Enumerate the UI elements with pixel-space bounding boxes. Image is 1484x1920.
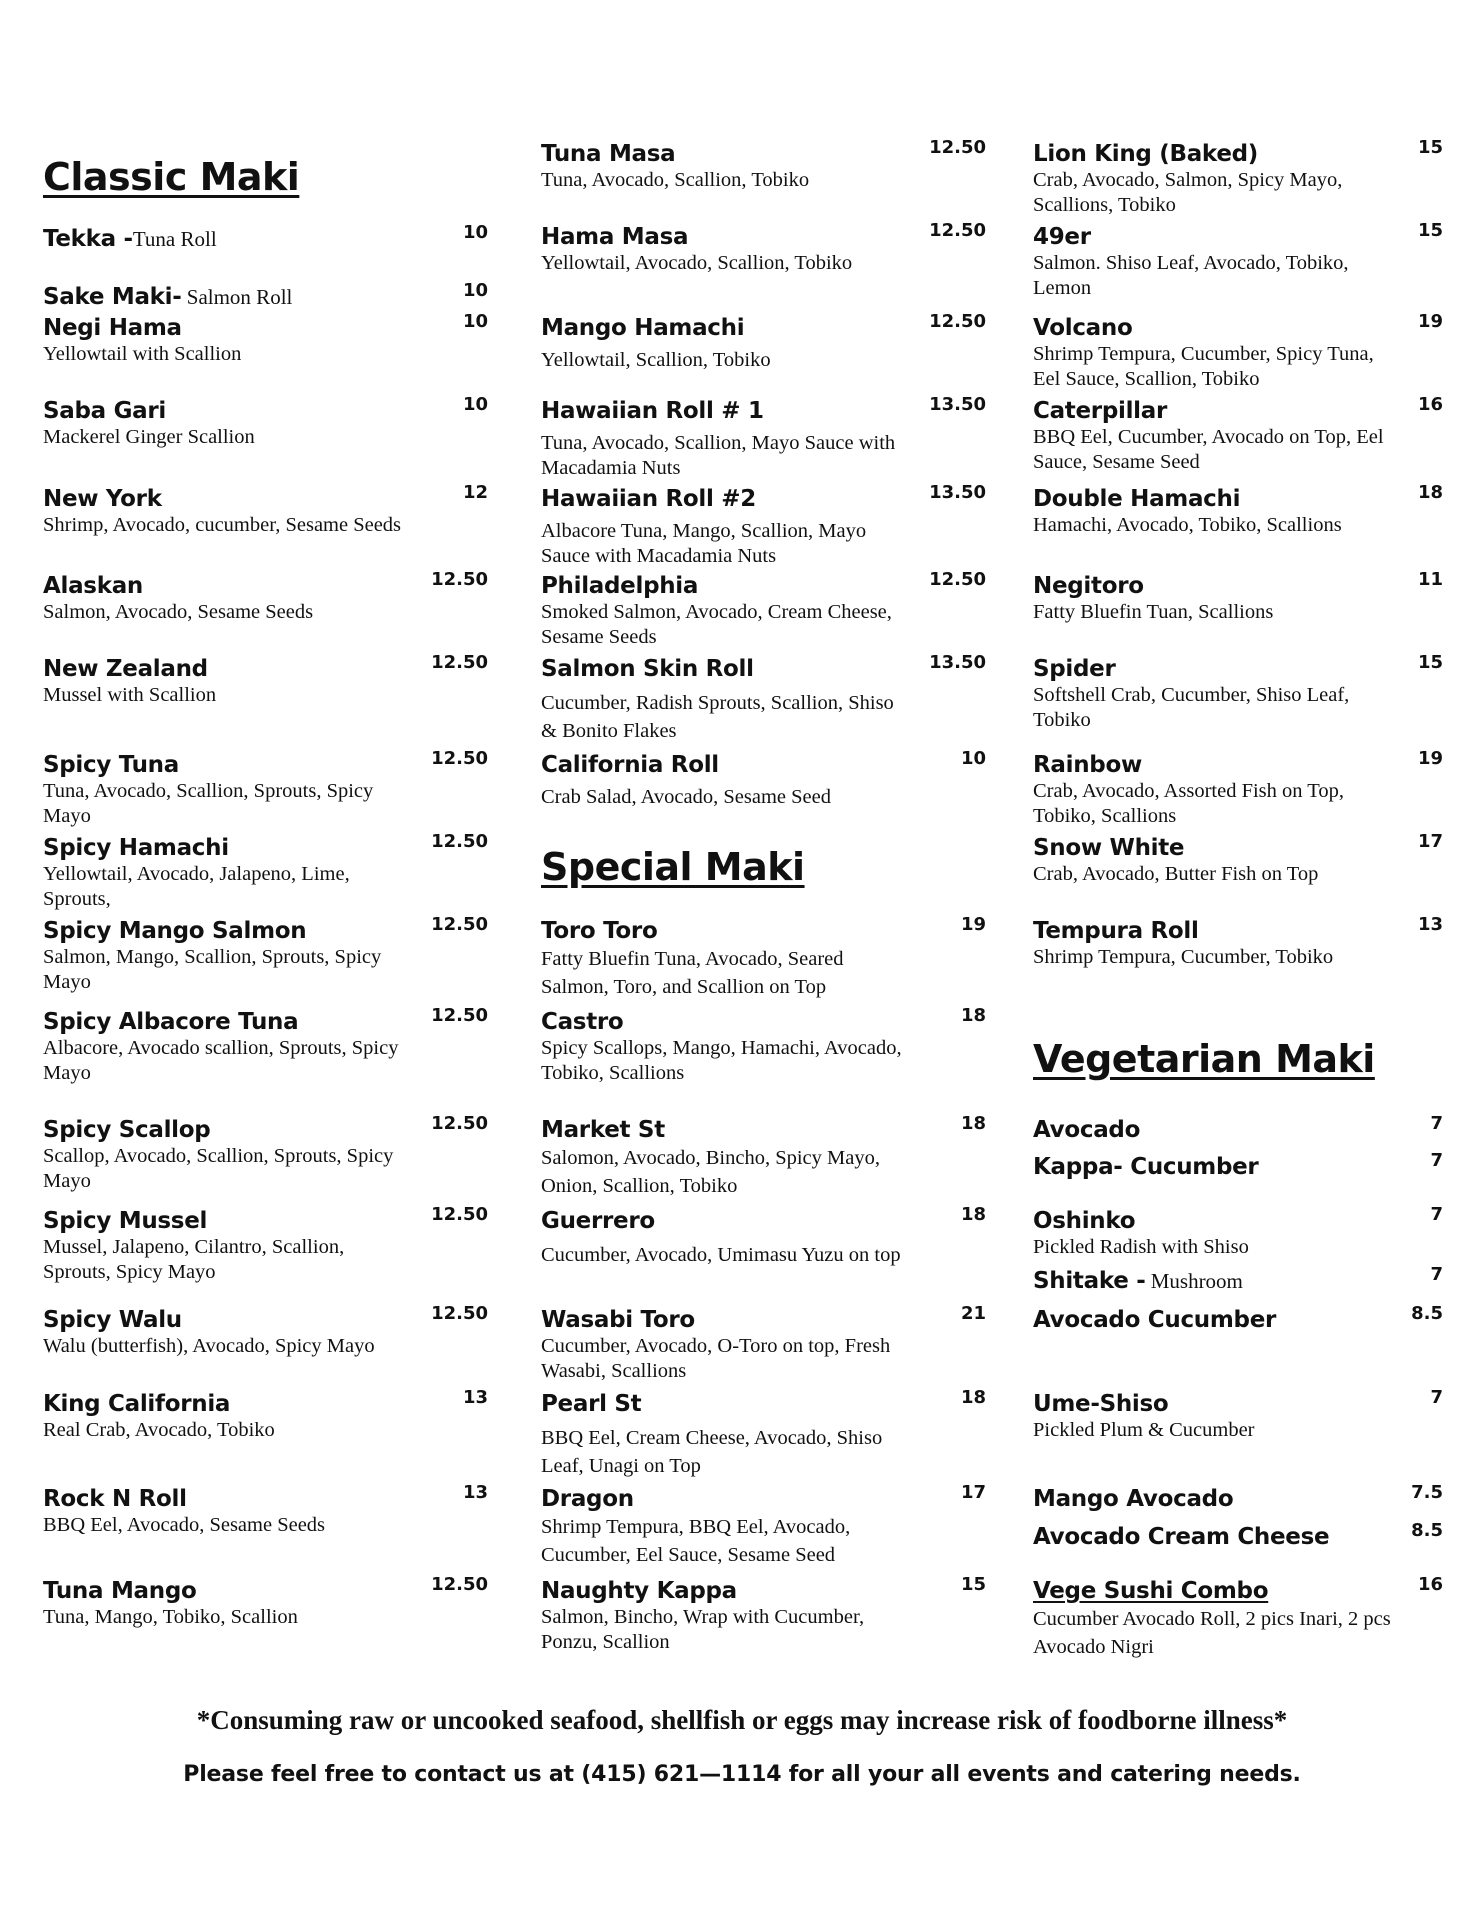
item-name: King California <box>43 1391 231 1417</box>
menu-item <box>1033 311 1443 392</box>
item-description: Mussel with Scallion <box>43 684 217 706</box>
item-subname: Tuna Roll <box>132 227 217 251</box>
item-description: Tuna, Avocado, Scallion, Tobiko <box>541 169 810 191</box>
item-price: 12.50 <box>929 137 986 158</box>
item-price: 12.50 <box>431 652 488 673</box>
item-description: Salmon, Mango, Scallion, Sprouts, Spicy Mayo <box>43 946 382 993</box>
item-description: Crab, Avocado, Butter Fish on Top <box>1033 863 1319 885</box>
item-description: Crab Salad, Avocado, Sesame Seed <box>541 786 831 808</box>
menu-item <box>43 914 488 995</box>
item-price: 12.50 <box>431 1303 488 1324</box>
menu-item <box>1033 569 1443 625</box>
item-description: Cucumber, Avocado, O-Toro on top, Fresh Wasabi, Scallions <box>541 1335 891 1382</box>
item-description: Shrimp Tempura, Cucumber, Tobiko <box>1033 946 1334 968</box>
item-price: 12.50 <box>929 220 986 241</box>
menu-item <box>1033 1113 1443 1144</box>
item-price: 15 <box>1417 220 1443 241</box>
item-name: Tekka - <box>43 226 133 252</box>
item-price: 12.50 <box>431 831 488 852</box>
menu-item <box>541 311 986 373</box>
item-name: Avocado <box>1033 1117 1141 1143</box>
item-name: Saba Gari <box>43 398 167 424</box>
item-price: 21 <box>960 1303 986 1324</box>
item-description: Shrimp Tempura, BBQ Eel, Avocado, Cucumber, Eel Sauce, Sesame Seed <box>541 1516 851 1566</box>
item-name: Alaskan <box>43 573 143 599</box>
item-price: 10 <box>462 222 488 243</box>
item-name: Spicy Albacore Tuna <box>43 1009 299 1035</box>
item-price: 15 <box>1417 652 1443 673</box>
item-price: 13.50 <box>929 482 986 503</box>
item-description: Yellowtail, Avocado, Jalapeno, Lime, Sprouts, <box>43 863 350 910</box>
item-name: Negi Hama <box>43 315 182 341</box>
menu-item <box>43 1303 488 1359</box>
item-price: 11 <box>1417 569 1443 590</box>
item-price: 12.50 <box>431 569 488 590</box>
item-subname: Mushroom <box>1145 1269 1243 1293</box>
item-description: Tuna, Mango, Tobiko, Scallion <box>43 1606 298 1628</box>
menu-item <box>1033 748 1443 829</box>
contact-note: Please feel free to contact us at (415) 621—1114 for all your all events and catering needs. <box>183 1762 1301 1787</box>
item-description: Cucumber Avocado Roll, 2 pics Inari, 2 pcs Avocado Nigri <box>1033 1608 1391 1658</box>
item-price: 10 <box>462 311 488 332</box>
item-name: Spider <box>1033 656 1116 682</box>
item-price: 19 <box>1417 311 1443 332</box>
item-name: Ume-Shiso <box>1033 1391 1169 1417</box>
item-price: 18 <box>1417 482 1443 503</box>
item-price: 12.50 <box>431 1574 488 1595</box>
item-name: Snow White <box>1033 835 1185 861</box>
menu-item <box>1033 1150 1443 1181</box>
item-price: 13 <box>462 1387 488 1408</box>
item-price: 12.50 <box>929 311 986 332</box>
item-price: 13.50 <box>929 652 986 673</box>
item-name: Sake Maki- <box>43 284 182 310</box>
item-name: Spicy Mango Salmon <box>43 918 307 944</box>
item-description: Salmon, Avocado, Sesame Seeds <box>43 601 314 623</box>
menu-item <box>541 569 986 650</box>
menu-item <box>43 652 488 708</box>
item-price: 12.50 <box>929 569 986 590</box>
item-description: Cucumber, Avocado, Umimasu Yuzu on top <box>541 1244 901 1266</box>
menu-item <box>1033 1387 1443 1443</box>
item-price: 7.5 <box>1411 1482 1443 1503</box>
menu-item <box>541 1005 986 1086</box>
item-name: Lion King (Baked) <box>1033 141 1258 167</box>
item-price: 12.50 <box>431 914 488 935</box>
menu-item <box>43 1204 488 1285</box>
menu-item <box>1033 137 1443 218</box>
item-description: Albacore, Avocado scallion, Sprouts, Spicy Mayo <box>43 1037 399 1084</box>
item-name: California Roll <box>541 752 719 778</box>
item-name: Mango Hamachi <box>541 315 745 341</box>
item-description: Salomon, Avocado, Bincho, Spicy Mayo, Onion, Scallion, Tobiko <box>541 1147 880 1197</box>
item-description: BBQ Eel, Cucumber, Avocado on Top, Eel Sauce, Sesame Seed <box>1033 426 1384 473</box>
item-description: Walu (butterfish), Avocado, Spicy Mayo <box>43 1335 375 1357</box>
item-description: Softshell Crab, Cucumber, Shiso Leaf, Tobiko <box>1033 684 1350 731</box>
item-price: 19 <box>960 914 986 935</box>
item-name: Negitoro <box>1033 573 1144 599</box>
item-price: 8.5 <box>1411 1303 1443 1324</box>
item-price: 15 <box>1417 137 1443 158</box>
item-description: Mussel, Jalapeno, Cilantro, Scallion, Sprouts, Spicy Mayo <box>43 1236 345 1283</box>
item-name: Castro <box>541 1009 624 1035</box>
menu-item <box>541 748 986 810</box>
item-name: Dragon <box>541 1486 634 1512</box>
item-price: 13.50 <box>929 394 986 415</box>
item-name: Volcano <box>1033 315 1133 341</box>
item-name: Spicy Tuna <box>43 752 179 778</box>
item-description: Albacore Tuna, Mango, Scallion, Mayo Sauce with Macadamia Nuts <box>541 520 867 567</box>
item-name: Tuna Mango <box>43 1578 197 1604</box>
item-price: 10 <box>960 748 986 769</box>
item-price: 17 <box>1417 831 1443 852</box>
item-price: 17 <box>960 1482 986 1503</box>
menu-item <box>541 482 986 569</box>
menu-item <box>541 914 986 1001</box>
menu-item <box>541 137 986 193</box>
item-name: Hawaiian Roll #2 <box>541 486 756 512</box>
menu-item <box>43 569 488 625</box>
item-description: Yellowtail with Scallion <box>43 343 242 365</box>
item-description: Pickled Radish with Shiso <box>1033 1236 1249 1258</box>
item-name: Shitake - <box>1033 1268 1146 1294</box>
item-description: BBQ Eel, Cream Cheese, Avocado, Shiso Leaf, Unagi on Top <box>541 1427 883 1477</box>
item-description: Shrimp, Avocado, cucumber, Sesame Seeds <box>43 514 402 536</box>
menu-item <box>541 1303 986 1384</box>
menu-item <box>43 1005 488 1086</box>
item-name: Kappa- Cucumber <box>1033 1154 1259 1180</box>
item-price: 12.50 <box>431 1204 488 1225</box>
item-description: Crab, Avocado, Salmon, Spicy Mayo, Scallions, Tobiko <box>1033 169 1343 216</box>
item-name: Naughty Kappa <box>541 1578 737 1604</box>
menu-item <box>1033 831 1443 887</box>
item-description: Salmon, Bincho, Wrap with Cucumber, Ponzu, Scallion <box>541 1606 865 1653</box>
item-name: Market St <box>541 1117 665 1143</box>
item-price: 12.50 <box>431 748 488 769</box>
menu-item <box>1033 914 1443 970</box>
item-description: Yellowtail, Scallion, Tobiko <box>541 349 771 371</box>
menu-item <box>541 1482 986 1569</box>
item-price: 18 <box>960 1204 986 1225</box>
menu-item <box>1033 482 1443 538</box>
menu-item <box>541 394 986 481</box>
item-name: Hawaiian Roll # 1 <box>541 398 764 424</box>
item-price: 18 <box>960 1005 986 1026</box>
section-title-special-maki: Special Maki <box>541 845 805 889</box>
menu-item <box>1033 220 1443 301</box>
item-price: 12.50 <box>431 1113 488 1134</box>
item-description: BBQ Eel, Avocado, Sesame Seeds <box>43 1514 326 1536</box>
item-name: Rainbow <box>1033 752 1142 778</box>
item-name: Rock N Roll <box>43 1486 187 1512</box>
item-price: 10 <box>462 394 488 415</box>
raw-food-warning: *Consuming raw or uncooked seafood, shellfish or eggs may increase risk of foodborne illness* <box>196 1705 1288 1735</box>
item-description: Hamachi, Avocado, Tobiko, Scallions <box>1033 514 1342 536</box>
item-description: Yellowtail, Avocado, Scallion, Tobiko <box>541 252 853 274</box>
menu-item <box>1033 1303 1443 1334</box>
item-description: Tuna, Avocado, Scallion, Mayo Sauce with Macadamia Nuts <box>541 432 896 479</box>
item-name: Philadelphia <box>541 573 699 599</box>
item-description: Fatty Bluefin Tuna, Avocado, Seared Salmon, Toro, and Scallion on Top <box>541 948 844 998</box>
item-price: 18 <box>960 1113 986 1134</box>
item-subname: Salmon Roll <box>181 285 293 309</box>
item-description: Tuna, Avocado, Scallion, Sprouts, Spicy Mayo <box>43 780 374 827</box>
menu-item <box>1033 1204 1443 1260</box>
item-name: Spicy Walu <box>43 1307 182 1333</box>
item-name: Guerrero <box>541 1208 655 1234</box>
item-description: Cucumber, Radish Sprouts, Scallion, Shiso & Bonito Flakes <box>541 692 894 742</box>
item-name: Avocado Cream Cheese <box>1033 1524 1330 1550</box>
item-price: 12 <box>462 482 488 503</box>
item-description: Fatty Bluefin Tuan, Scallions <box>1033 601 1274 623</box>
item-name: New Zealand <box>43 656 208 682</box>
menu-item <box>43 748 488 829</box>
section-title-vegetarian-maki: Vegetarian Maki <box>1033 1037 1375 1081</box>
item-description: Salmon. Shiso Leaf, Avocado, Tobiko, Lemon <box>1033 252 1349 299</box>
menu-item <box>541 1574 986 1655</box>
menu-item <box>43 1387 488 1443</box>
item-name: Tuna Masa <box>541 141 676 167</box>
menu-item <box>43 1482 488 1538</box>
item-name: Toro Toro <box>541 918 658 944</box>
item-name: Double Hamachi <box>1033 486 1241 512</box>
item-description: Pickled Plum & Cucumber <box>1033 1419 1255 1441</box>
item-price: 10 <box>462 280 488 301</box>
menu-item <box>43 280 488 311</box>
item-price: 12.50 <box>431 1005 488 1026</box>
menu-item <box>43 1574 488 1630</box>
menu-item <box>1033 1574 1443 1661</box>
menu-item <box>1033 1520 1443 1551</box>
item-name: Wasabi Toro <box>541 1307 695 1333</box>
item-price: 15 <box>960 1574 986 1595</box>
menu-item <box>43 1113 488 1194</box>
menu-item <box>43 482 488 538</box>
item-price: 7 <box>1430 1113 1443 1134</box>
item-name: Tempura Roll <box>1033 918 1199 944</box>
item-price: 18 <box>960 1387 986 1408</box>
menu-item <box>1033 652 1443 733</box>
menu-item <box>1033 394 1443 475</box>
item-price: 16 <box>1417 394 1443 415</box>
section-title-classic-maki: Classic Maki <box>43 155 300 199</box>
item-name: Spicy Hamachi <box>43 835 229 861</box>
item-price: 13 <box>462 1482 488 1503</box>
menu-item <box>1033 1482 1443 1513</box>
item-description: Mackerel Ginger Scallion <box>43 426 255 448</box>
item-price: 7 <box>1430 1150 1443 1171</box>
menu-item <box>541 220 986 276</box>
item-name: Mango Avocado <box>1033 1486 1234 1512</box>
item-price: 8.5 <box>1411 1520 1443 1541</box>
item-price: 7 <box>1430 1204 1443 1225</box>
menu-item <box>541 1387 986 1480</box>
item-name: Spicy Mussel <box>43 1208 208 1234</box>
item-name: Caterpillar <box>1033 398 1168 424</box>
item-description: Real Crab, Avocado, Tobiko <box>43 1419 275 1441</box>
item-name: Salmon Skin Roll <box>541 656 754 682</box>
menu-item <box>541 1204 986 1269</box>
item-price: 7 <box>1430 1387 1443 1408</box>
item-price: 19 <box>1417 748 1443 769</box>
menu-item <box>43 394 488 450</box>
menu-item <box>541 1113 986 1200</box>
menu-item <box>43 311 488 367</box>
item-name: Oshinko <box>1033 1208 1136 1234</box>
item-price: 7 <box>1430 1264 1443 1285</box>
item-price: 16 <box>1417 1574 1443 1595</box>
item-name: Hama Masa <box>541 224 689 250</box>
item-description: Scallop, Avocado, Scallion, Sprouts, Spicy Mayo <box>43 1145 394 1192</box>
menu-item <box>43 222 488 253</box>
item-name: Pearl St <box>541 1391 642 1417</box>
item-name: Vege Sushi Combo <box>1033 1578 1269 1604</box>
menu-item <box>43 831 488 912</box>
item-price: 13 <box>1417 914 1443 935</box>
item-description: Smoked Salmon, Avocado, Cream Cheese, Sesame Seeds <box>541 601 892 648</box>
item-name: Avocado Cucumber <box>1033 1307 1277 1333</box>
menu-item <box>1033 1264 1443 1295</box>
item-name: New York <box>43 486 162 512</box>
item-description: Shrimp Tempura, Cucumber, Spicy Tuna, Eel Sauce, Scallion, Tobiko <box>1033 343 1374 390</box>
menu-item <box>541 652 986 745</box>
item-name: 49er <box>1033 224 1091 250</box>
item-description: Spicy Scallops, Mango, Hamachi, Avocado, Tobiko, Scallions <box>541 1037 902 1084</box>
item-name: Spicy Scallop <box>43 1117 211 1143</box>
item-description: Crab, Avocado, Assorted Fish on Top, Tobiko, Scallions <box>1033 780 1344 827</box>
